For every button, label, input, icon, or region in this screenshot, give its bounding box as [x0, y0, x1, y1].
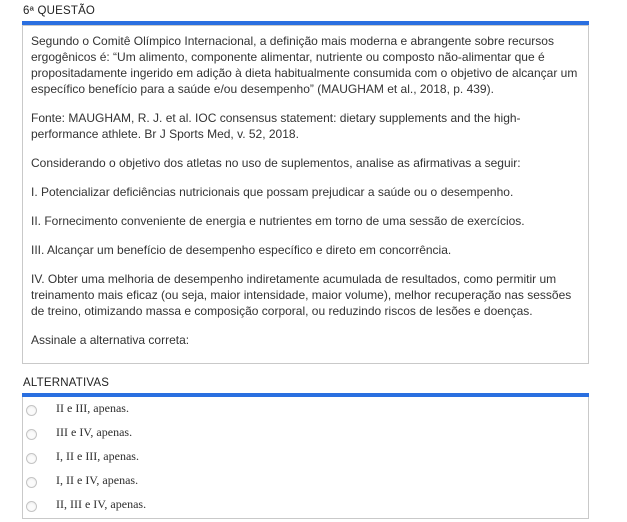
question-source-paragraph: Fonte: MAUGHAM, R. J. et al. IOC consensus statement: dietary supplements and the high-performance athlete. Br J Sports Med, v. 52, 2018. [31, 111, 521, 141]
question-instruction: Assinale a alternativa correta: [31, 333, 190, 347]
radio-button-icon[interactable] [26, 501, 37, 512]
statement-ii: II. Fornecimento conveniente de energia e nutrientes em torno de uma sessão de exercícios. [31, 214, 525, 228]
alternatives-header: ALTERNATIVAS [23, 377, 110, 389]
alternative-label[interactable]: III e IV, apenas. [56, 425, 133, 439]
alternatives-section [22, 376, 589, 519]
question-section [22, 4, 589, 364]
question-box [22, 25, 589, 364]
alternative-option[interactable] [23, 422, 588, 446]
alternative-option[interactable] [23, 494, 588, 518]
alternative-label[interactable]: II e III, apenas. [56, 401, 129, 415]
alternative-option[interactable] [23, 446, 588, 470]
question-header: 6ª QUESTÃO [23, 5, 96, 17]
alternative-label[interactable]: II, III e IV, apenas. [56, 497, 147, 511]
statement-iii: III. Alcançar um benefício de desempenho específico e direto em concorrência. [31, 243, 452, 257]
question-paragraph: Considerando o objetivo dos atletas no uso de suplementos, analise as afirmativas a seguir: [31, 156, 521, 170]
alternative-option[interactable] [23, 398, 588, 422]
radio-button-icon[interactable] [26, 429, 37, 440]
question-paragraph: Segundo o Comitê Olímpico Internacional, a definição mais moderna e abrangente sobre recursos ergogênicos é: “Um alimento, componente alimentar, nutriente ou composto não-alimentar que é propositadamente ingerido em adição à dieta habitualmente consumida com o objetivo de alcançar um específico benefício para a saúde e/ou desempenho” (MAUGHAM et al., 2018, p. 439). [31, 34, 578, 96]
alternative-option[interactable] [23, 470, 588, 494]
radio-button-icon[interactable] [26, 405, 37, 416]
alternatives-box [22, 397, 589, 519]
statement-i: I. Potencializar deficiências nutricionais que possam prejudicar a saúde ou o desempenho. [31, 185, 514, 199]
alternative-label[interactable]: I, II e IV, apenas. [56, 473, 139, 487]
quiz-page [22, 4, 589, 519]
statement-iv: IV. Obter uma melhoria de desempenho indiretamente acumulada de resultados, como permitir um treinamento mais eficaz (ou seja, maior intensidade, maior volume), melhor recuperação nas sessões de treino, otimizando massa e composição corporal, ou reduzindo riscos de lesões e doenças. [31, 272, 572, 318]
radio-button-icon[interactable] [26, 477, 37, 488]
alternative-label[interactable]: I, II e III, apenas. [56, 449, 139, 463]
radio-button-icon[interactable] [26, 453, 37, 464]
